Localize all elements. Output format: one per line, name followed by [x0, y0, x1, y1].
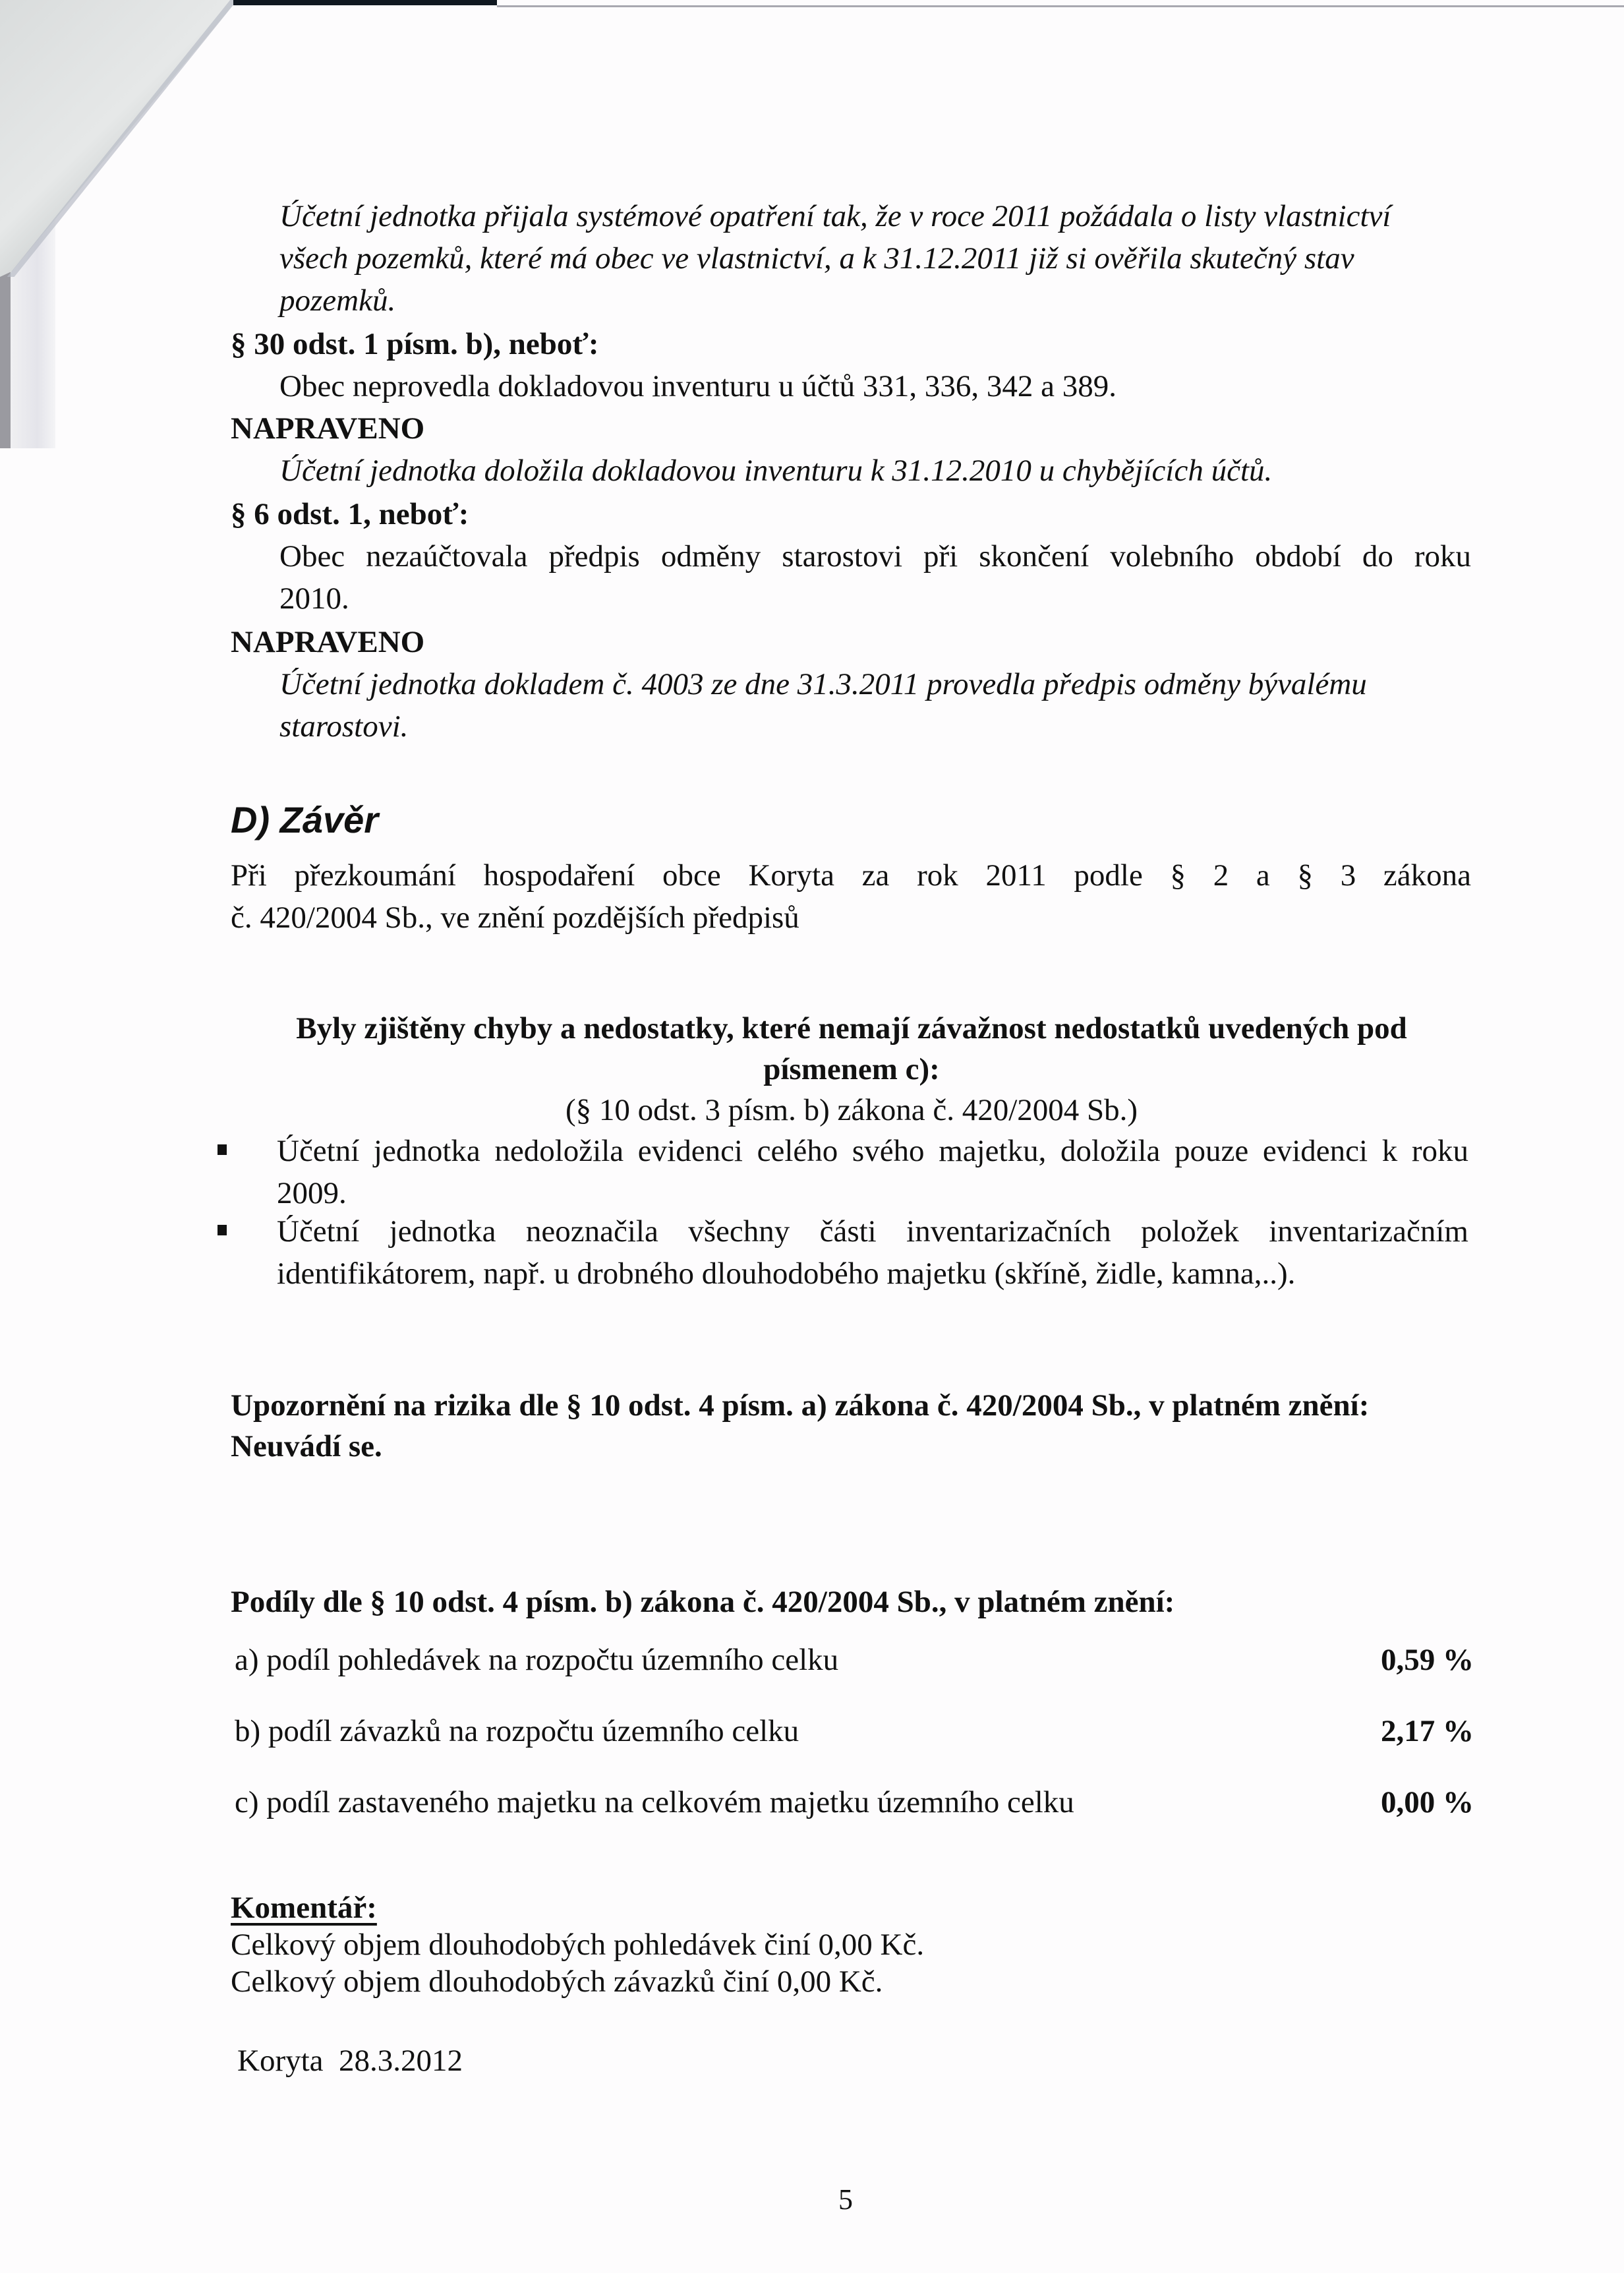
- status-label: NAPRAVENO: [231, 411, 425, 446]
- share-label: b) podíl závazků na rozpočtu územního celku: [235, 1714, 799, 1748]
- conclusion-intro-line: č. 420/2004 Sb., ve znění pozdějších předpisů: [231, 900, 799, 935]
- error-item-line: Účetní jednotka neoznačila všechny části inventarizačních položek inventarizačním: [277, 1214, 1468, 1249]
- errors-heading-line: Byly zjištěny chyby a nedostatky, které nemají závažnost nedostatků uvedených pod: [296, 1011, 1407, 1046]
- error-item-line: identifikátorem, např. u drobného dlouhodobého majetku (skříně, židle, kamna,..).: [277, 1256, 1296, 1291]
- finding-text-line: Obec nezaúčtovala předpis odměny starostovi při skončení volebního období do roku: [279, 539, 1471, 574]
- share-row: [235, 1713, 1474, 1752]
- finding-reference: § 6 odst. 1, neboť:: [231, 497, 469, 531]
- risks-value: Neuvádí se.: [231, 1429, 382, 1463]
- place-date: Koryta 28.3.2012: [237, 2044, 463, 2078]
- remedy-text-line: pozemků.: [279, 283, 396, 318]
- errors-reference: (§ 10 odst. 3 písm. b) zákona č. 420/2004 Sb.): [565, 1093, 1138, 1127]
- remedy-text-line: všech pozemků, které má obec ve vlastnictví, a k 31.12.2011 již si ověřila skutečný stav: [279, 241, 1354, 276]
- conclusion-intro-line: Při přezkoumání hospodaření obce Koryta za rok 2011 podle § 2 a § 3 zákona: [231, 858, 1471, 893]
- remedy-text-line: starostovi.: [279, 709, 409, 744]
- status-label: NAPRAVENO: [231, 625, 425, 659]
- bullet-icon: [218, 1225, 227, 1235]
- share-value: 0,59 %: [1381, 1643, 1474, 1677]
- remedy-text-line: Účetní jednotka dokladem č. 4003 ze dne 31.3.2011 provedla předpis odměny bývalému: [279, 667, 1367, 701]
- bullet-icon: [218, 1144, 227, 1155]
- risks-heading: Upozornění na rizika dle § 10 odst. 4 písm. a) zákona č. 420/2004 Sb., v platném znění:: [231, 1388, 1370, 1423]
- finding-reference: § 30 odst. 1 písm. b), neboť:: [231, 327, 599, 361]
- comment-title: Komentář:: [231, 1891, 377, 1925]
- remedy-text: Účetní jednotka doložila dokladovou inventuru k 31.12.2010 u chybějících účtů.: [279, 454, 1273, 488]
- share-label: a) podíl pohledávek na rozpočtu územního celku: [235, 1643, 839, 1677]
- share-row: [235, 1784, 1474, 1823]
- finding-text-line: 2010.: [279, 581, 349, 616]
- error-item-line: 2009.: [277, 1176, 347, 1210]
- shares-heading: Podíly dle § 10 odst. 4 písm. b) zákona č. 420/2004 Sb., v platném znění:: [231, 1585, 1175, 1619]
- share-value: 0,00 %: [1381, 1785, 1474, 1819]
- share-value: 2,17 %: [1381, 1714, 1474, 1748]
- page-number: 5: [838, 2183, 853, 2216]
- comment-line: Celkový objem dlouhodobých pohledávek činí 0,00 Kč.: [231, 1928, 925, 1962]
- section-heading: D) Závěr: [231, 799, 379, 841]
- comment-line: Celkový objem dlouhodobých závazků činí 0,00 Kč.: [231, 1964, 883, 1999]
- errors-heading-line: písmenem c):: [763, 1052, 940, 1086]
- remedy-text-line: Účetní jednotka přijala systémové opatření tak, že v roce 2011 požádala o listy vlastnictví: [279, 199, 1391, 233]
- finding-text: Obec neprovedla dokladovou inventuru u účtů 331, 336, 342 a 389.: [279, 369, 1117, 403]
- share-row: [235, 1641, 1474, 1681]
- error-item-line: Účetní jednotka nedoložila evidenci celého svého majetku, doložila pouze evidenci k roku: [277, 1134, 1468, 1168]
- share-label: c) podíl zastaveného majetku na celkovém majetku územního celku: [235, 1785, 1074, 1819]
